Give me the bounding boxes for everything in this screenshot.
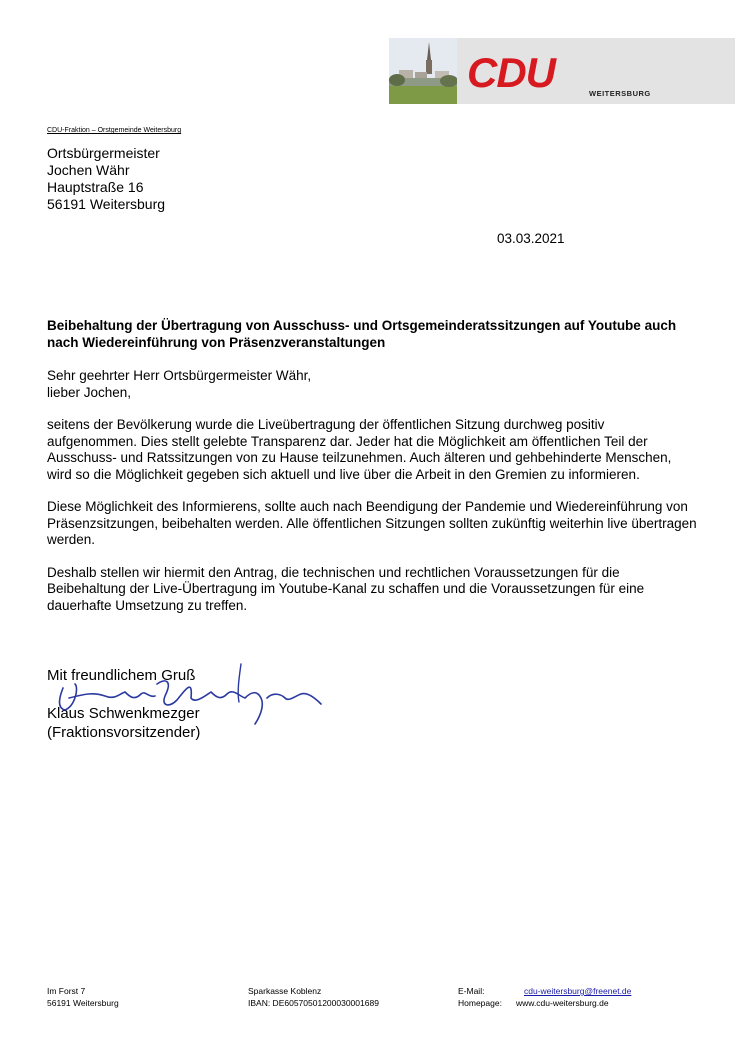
footer-contact — [458, 985, 631, 1009]
logo-wordmark: CDU — [467, 49, 555, 96]
village-photo — [389, 38, 457, 104]
handwritten-signature — [45, 658, 345, 738]
email-link[interactable]: cdu-weitersburg@freenet.de — [524, 986, 632, 996]
salutation-line-1: Sehr geehrter Herr Ortsbürgermeister Währ, — [47, 368, 312, 383]
footer-street: Im Forst 7 — [47, 986, 86, 996]
signatory-role: (Fraktionsvorsitzender) — [47, 724, 201, 741]
signatory-name: Klaus Schwenkmezger — [47, 705, 200, 722]
salutation — [47, 368, 697, 401]
letter-date: 03.03.2021 — [497, 231, 565, 246]
cdu-logo — [389, 38, 735, 104]
footer-address — [47, 985, 119, 1009]
footer-bank-name: Sparkasse Koblenz — [248, 986, 322, 996]
footer-iban: IBAN: DE60570501200030001689 — [248, 998, 379, 1008]
footer-city: 56191 Weitersburg — [47, 998, 119, 1008]
recipient-title: Ortsbürgermeister — [47, 145, 160, 161]
logo-band — [457, 38, 735, 104]
paragraph-3: Deshalb stellen wir hiermit den Antrag, die technischen und rechtlichen Voraussetzungen für die Beibehaltung der Live-Übertragung im Youtube-Kanal zu schaffen und die Voraussetzungen für eine dauerhafte Umsetzung zu treffen. — [47, 564, 645, 613]
footer-bank — [248, 985, 379, 1009]
footer-homepage-label: Homepage: — [458, 998, 502, 1008]
sender-line: CDU-Fraktion – Orstgemeinde Weitersburg — [47, 127, 182, 134]
logo-place: WEITERSBURG — [589, 89, 651, 98]
letter-subject: Beibehaltung der Übertragung von Ausschuss- und Ortsgemeinderatssitzungen auf Youtube auch nach Wiedereinführung von Präsenzveranstaltungen — [47, 318, 677, 350]
salutation-line-2: lieber Jochen, — [47, 384, 132, 400]
paragraph-2: Diese Möglichkeit des Informierens, sollte auch nach Beendigung der Pandemie und Wiedereinführung von Präsenzsitzungen, beibehalten werden. Alle öffentlichen Sitzungen sollten zukünftig weiterhin live übertragen werden. — [47, 499, 697, 547]
recipient-address — [47, 145, 165, 213]
recipient-city: 56191 Weitersburg — [47, 196, 166, 212]
recipient-name: Jochen Währ — [47, 162, 130, 178]
letter-body — [47, 368, 697, 630]
church-village-image — [389, 38, 457, 104]
closing-greeting: Mit freundlichem Gruß — [47, 667, 196, 684]
homepage-link[interactable]: www.cdu-weitersburg.de — [516, 998, 609, 1008]
paragraph-1: seitens der Bevölkerung wurde die Liveübertragung der öffentlichen Sitzung durchweg positiv aufgenommen. Dies stellt gelebte Transparenz dar. Jeder hat die Möglichkeit am öffentlichen Teil der Ausschuss- und Ratssitzungen von zu Hause teilzunehmen. Auch älteren und gehbehinderte Menschen, wird so die Möglichkeit gegeben sich aktuell und live über die Arbeit in den Gremien zu informieren. — [47, 417, 672, 482]
footer-email-label: E-Mail: — [458, 986, 485, 996]
recipient-street: Hauptstraße 16 — [47, 179, 144, 195]
